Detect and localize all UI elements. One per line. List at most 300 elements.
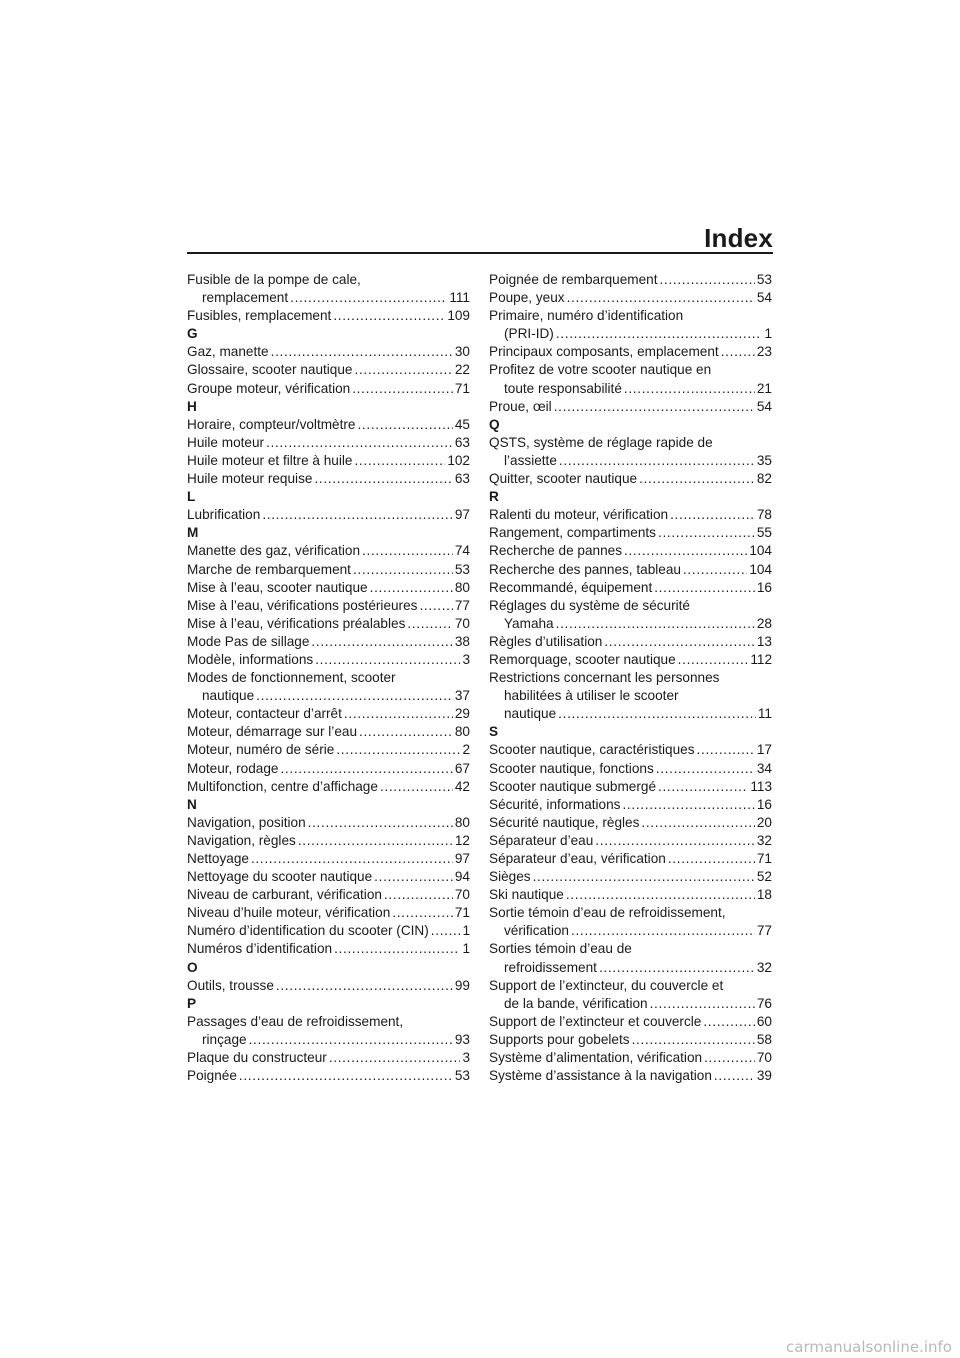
leader-dots bbox=[658, 524, 755, 542]
index-entry bbox=[489, 940, 772, 976]
leader-dots bbox=[334, 940, 460, 958]
index-entry-text: Lubrification bbox=[187, 507, 261, 523]
index-entry bbox=[489, 796, 772, 814]
index-page-number: 82 bbox=[756, 471, 772, 487]
leader-dots bbox=[566, 886, 755, 904]
index-entry-text: Ski nautique bbox=[489, 887, 564, 903]
index-page-number: 13 bbox=[756, 633, 772, 649]
leader-dots bbox=[670, 506, 755, 524]
leader-dots bbox=[308, 814, 453, 832]
index-entry-text: Supports pour gobelets bbox=[489, 1031, 630, 1047]
index-entry-text: Sorties témoin d’eau de bbox=[489, 941, 632, 957]
index-page-number: 28 bbox=[756, 615, 772, 631]
index-page-number: 29 bbox=[454, 706, 470, 722]
index-entry-line bbox=[187, 579, 470, 597]
index-entry bbox=[489, 361, 772, 397]
index-entry-line bbox=[187, 922, 470, 940]
index-entry-text: Moteur, numéro de série bbox=[187, 742, 335, 758]
leader-dots bbox=[650, 995, 755, 1013]
index-entry-text: Fusible de la pompe de cale, bbox=[187, 272, 361, 287]
index-entry-text: Huile moteur et filtre à huile bbox=[187, 452, 353, 468]
index-entry-line bbox=[489, 524, 772, 542]
index-entry-line bbox=[489, 506, 772, 524]
index-entry bbox=[187, 579, 470, 597]
leader-dots bbox=[359, 723, 453, 741]
leader-dots bbox=[298, 832, 453, 850]
index-entry-line bbox=[489, 796, 772, 814]
leader-dots bbox=[721, 343, 755, 361]
leader-dots bbox=[262, 506, 453, 524]
index-entry-line bbox=[187, 904, 470, 922]
index-entry-text: habilitées à utiliser le scooter bbox=[504, 688, 679, 704]
leader-dots bbox=[354, 452, 445, 470]
index-entry-line bbox=[489, 778, 772, 796]
index-entry-text: Multifonction, centre d’affichage bbox=[187, 778, 378, 794]
leader-dots bbox=[683, 561, 747, 579]
index-entry bbox=[187, 416, 470, 434]
index-page-number: 34 bbox=[756, 760, 772, 776]
index-entry bbox=[187, 669, 470, 705]
leader-dots bbox=[624, 380, 755, 398]
index-entry-line bbox=[187, 289, 470, 307]
index-entry-text: Niveau de carburant, vérification bbox=[187, 887, 382, 903]
index-entry-line bbox=[489, 940, 772, 958]
index-entry-line bbox=[187, 307, 470, 325]
title-rule bbox=[187, 252, 773, 254]
index-section-letter: P bbox=[187, 995, 197, 1011]
index-entry bbox=[187, 1049, 470, 1067]
index-page-number: 3 bbox=[462, 651, 470, 667]
index-entry-text: Outils, trousse bbox=[187, 977, 274, 993]
index-page-number: 54 bbox=[756, 290, 772, 306]
index-page-number: 45 bbox=[454, 416, 470, 432]
index-entry-line bbox=[489, 343, 772, 361]
index-page-number: 77 bbox=[756, 923, 772, 939]
index-entry bbox=[489, 561, 772, 579]
index-page-number: 12 bbox=[454, 832, 470, 848]
leader-dots bbox=[315, 651, 460, 669]
index-entry bbox=[489, 398, 772, 416]
index-entry bbox=[187, 434, 470, 452]
index-page-number: 1 bbox=[462, 941, 470, 957]
index-entry-line bbox=[489, 814, 772, 832]
index-entry-line bbox=[187, 561, 470, 579]
index-entry-line bbox=[489, 995, 772, 1013]
index-entry bbox=[489, 307, 772, 343]
index-page-number: 93 bbox=[454, 1031, 470, 1047]
leader-dots bbox=[556, 325, 763, 343]
index-entry-text: Niveau d’huile moteur, vérification bbox=[187, 905, 391, 921]
index-entry-line bbox=[489, 597, 772, 615]
index-entry-line bbox=[489, 452, 772, 470]
leader-dots bbox=[249, 1031, 453, 1049]
index-entry-text: Navigation, règles bbox=[187, 832, 296, 848]
index-entry-line bbox=[187, 1049, 470, 1067]
index-page-number: 21 bbox=[756, 380, 772, 396]
index-section-letter: O bbox=[187, 959, 198, 975]
index-entry-text: Règles d’utilisation bbox=[489, 633, 603, 649]
index-entry-text: Séparateur d’eau bbox=[489, 832, 594, 848]
index-entry-text: Manette des gaz, vérification bbox=[187, 543, 361, 559]
index-entry-line bbox=[187, 778, 470, 796]
index-entry bbox=[187, 380, 470, 398]
index-page-number: 55 bbox=[756, 525, 772, 541]
leader-dots bbox=[352, 380, 453, 398]
index-entry bbox=[489, 542, 772, 560]
index-entry-line bbox=[489, 615, 772, 633]
index-entry-text: Poignée bbox=[187, 1068, 237, 1084]
index-entry bbox=[489, 1067, 772, 1085]
index-entry-line bbox=[489, 561, 772, 579]
index-entry-line bbox=[489, 922, 772, 940]
index-page-number: 53 bbox=[454, 561, 470, 577]
index-entry-line bbox=[187, 687, 470, 705]
index-entry-text: Scooter nautique, caractéristiques bbox=[489, 742, 695, 758]
index-entry-text: Primaire, numéro d’identification bbox=[489, 308, 684, 324]
index-entry-line bbox=[489, 470, 772, 488]
index-entry bbox=[187, 615, 470, 633]
watermark: carmanualsonline.info bbox=[786, 1338, 952, 1356]
index-entry bbox=[187, 470, 470, 488]
index-entry bbox=[187, 705, 470, 723]
index-entry-text: Recommandé, équipement bbox=[489, 579, 653, 595]
index-page-number: 30 bbox=[454, 344, 470, 360]
index-entry bbox=[187, 778, 470, 796]
index-entry-text: Moteur, démarrage sur l’eau bbox=[187, 724, 358, 740]
index-entry-text: Yamaha bbox=[504, 615, 554, 631]
index-entry-text: Huile moteur requise bbox=[187, 471, 313, 487]
index-page-number: 80 bbox=[454, 814, 470, 830]
index-entry-text: Séparateur d’eau, vérification bbox=[489, 851, 666, 866]
index-entry-text: Sortie témoin d’eau de refroidissement, bbox=[489, 905, 726, 921]
index-entry-text: rinçage bbox=[202, 1031, 247, 1047]
index-page-number: 16 bbox=[756, 796, 772, 812]
index-page-number: 97 bbox=[454, 507, 470, 523]
index-entry-text: Scooter nautique submergé bbox=[489, 778, 657, 794]
index-entry-text: Mise à l’eau, scooter nautique bbox=[187, 579, 368, 595]
leader-dots bbox=[380, 778, 453, 796]
index-section-letter: S bbox=[489, 724, 499, 740]
leader-dots bbox=[354, 361, 452, 379]
index-entry bbox=[187, 977, 470, 995]
leader-dots bbox=[654, 579, 755, 597]
index-entry bbox=[489, 1049, 772, 1067]
leader-dots bbox=[658, 778, 748, 796]
index-page-number: 53 bbox=[756, 272, 772, 287]
index-page-number: 23 bbox=[756, 344, 772, 360]
leader-dots bbox=[567, 289, 755, 307]
index-page-number: 94 bbox=[454, 869, 470, 885]
index-entry-line bbox=[489, 1013, 772, 1031]
index-entry-line bbox=[187, 633, 470, 651]
leader-dots bbox=[599, 959, 755, 977]
index-page-number: 32 bbox=[756, 959, 772, 975]
index-entry-line bbox=[187, 741, 470, 759]
index-page-number: 18 bbox=[756, 887, 772, 903]
index-page-number: 76 bbox=[756, 995, 772, 1011]
index-entry bbox=[489, 524, 772, 542]
index-entry bbox=[187, 904, 470, 922]
index-page-number: 16 bbox=[756, 579, 772, 595]
index-entry bbox=[489, 778, 772, 796]
index-entry-text: (PRI-ID) bbox=[504, 326, 554, 342]
index-page-number: 112 bbox=[750, 651, 772, 667]
index-entry-text: Ralenti du moteur, vérification bbox=[489, 507, 669, 523]
index-entry bbox=[489, 633, 772, 651]
index-page-number: 70 bbox=[454, 887, 470, 903]
leader-dots bbox=[624, 542, 747, 560]
index-entry bbox=[187, 814, 470, 832]
index-page-number: 77 bbox=[454, 597, 470, 613]
index-entry bbox=[187, 343, 470, 361]
index-entry-text: Numéros d’identification bbox=[187, 941, 333, 957]
index-entry-line bbox=[187, 597, 470, 615]
index-entry-text: Recherche des pannes, tableau bbox=[489, 561, 681, 577]
leader-dots bbox=[256, 687, 453, 705]
index-section-letter: Q bbox=[489, 416, 500, 432]
index-entry-line bbox=[489, 669, 772, 687]
index-entry-line bbox=[187, 760, 470, 778]
index-entry bbox=[489, 868, 772, 886]
leader-dots bbox=[384, 886, 453, 904]
index-entry bbox=[489, 470, 772, 488]
index-entry-text: Passages d’eau de refroidissement, bbox=[187, 1013, 404, 1029]
leader-dots bbox=[556, 615, 755, 633]
index-entry bbox=[187, 850, 470, 868]
index-entry-text: Nettoyage bbox=[187, 851, 249, 866]
leader-dots bbox=[336, 741, 460, 759]
index-entry-line bbox=[187, 271, 470, 289]
leader-dots bbox=[622, 796, 754, 814]
index-entry-line bbox=[489, 289, 772, 307]
index-page-number: 52 bbox=[756, 869, 772, 885]
index-page-number: 35 bbox=[756, 452, 772, 468]
index-page-number: 111 bbox=[449, 290, 470, 306]
index-entry bbox=[187, 361, 470, 379]
index-entry-text: remplacement bbox=[202, 290, 289, 306]
index-entry-line bbox=[489, 959, 772, 977]
index-page-number: 22 bbox=[454, 362, 470, 378]
index-page-number: 71 bbox=[756, 851, 772, 866]
index-entry bbox=[187, 542, 470, 560]
index-entry-text: Navigation, position bbox=[187, 814, 306, 830]
index-entry-line bbox=[489, 651, 772, 669]
index-page-number: 99 bbox=[454, 977, 470, 993]
index-entry-text: Modes de fonctionnement, scooter bbox=[187, 670, 396, 686]
leader-dots bbox=[290, 289, 447, 307]
index-entry bbox=[187, 868, 470, 886]
index-entry-line bbox=[489, 741, 772, 759]
index-entry bbox=[489, 741, 772, 759]
leader-dots bbox=[344, 705, 453, 723]
leader-dots bbox=[668, 850, 755, 868]
index-page-number: 3 bbox=[462, 1050, 470, 1066]
index-entry-line bbox=[489, 398, 772, 416]
index-entry-line bbox=[489, 687, 772, 705]
index-entry-line bbox=[187, 977, 470, 995]
index-entry-line bbox=[187, 380, 470, 398]
index-entry-text: Sécurité, informations bbox=[489, 796, 621, 812]
leader-dots bbox=[419, 597, 452, 615]
leader-dots bbox=[703, 1013, 755, 1031]
index-page-number: 11 bbox=[757, 706, 772, 722]
index-entry bbox=[489, 814, 772, 832]
index-entry bbox=[489, 832, 772, 850]
index-page-number: 1 bbox=[462, 923, 470, 939]
index-entry bbox=[489, 651, 772, 669]
index-entry bbox=[187, 561, 470, 579]
leader-dots bbox=[554, 398, 755, 416]
index-entry bbox=[489, 886, 772, 904]
index-entry-text: Plaque du constructeur bbox=[187, 1050, 327, 1066]
index-entry-line bbox=[187, 1067, 470, 1085]
index-page-number: 109 bbox=[447, 308, 470, 324]
index-entry-line bbox=[489, 760, 772, 778]
index-entry-text: Fusibles, remplacement bbox=[187, 308, 332, 324]
leader-dots bbox=[280, 760, 452, 778]
index-entry bbox=[489, 434, 772, 470]
index-entry-text: Sièges bbox=[489, 869, 531, 885]
index-entry-text: Numéro d’identification du scooter (CIN) bbox=[187, 923, 429, 939]
leader-dots bbox=[271, 343, 453, 361]
leader-dots bbox=[697, 741, 755, 759]
index-entry-line bbox=[187, 850, 470, 868]
index-entry-text: Principaux composants, emplacement bbox=[489, 344, 719, 360]
index-entry bbox=[489, 760, 772, 778]
index-page-number: 70 bbox=[454, 615, 470, 631]
index-section-letter: G bbox=[187, 326, 198, 342]
index-entry bbox=[489, 669, 772, 723]
index-entry-text: Mise à l’eau, vérifications postérieures bbox=[187, 597, 418, 613]
index-entry-text: Marche de rembarquement bbox=[187, 561, 351, 577]
leader-dots bbox=[392, 904, 453, 922]
index-entry-text: Groupe moteur, vérification bbox=[187, 380, 351, 396]
index-page-number: 54 bbox=[756, 398, 772, 414]
leader-dots bbox=[374, 868, 453, 886]
index-entry-text: Poignée de rembarquement bbox=[489, 272, 658, 287]
index-column-right bbox=[489, 271, 772, 1085]
index-entry bbox=[187, 307, 470, 325]
leader-dots bbox=[353, 561, 453, 579]
index-section-letter: L bbox=[187, 489, 196, 505]
index-entry-line bbox=[187, 705, 470, 723]
leader-dots bbox=[276, 977, 453, 995]
leader-dots bbox=[641, 814, 754, 832]
leader-dots bbox=[431, 922, 461, 940]
index-entry-text: Restrictions concernant les personnes bbox=[489, 670, 720, 686]
index-entry-text: Profitez de votre scooter nautique en bbox=[489, 362, 712, 378]
index-entry-line bbox=[187, 434, 470, 452]
index-entry-text: nautique bbox=[202, 688, 255, 704]
index-entry-line bbox=[489, 850, 772, 868]
index-entry bbox=[187, 832, 470, 850]
index-entry-line bbox=[489, 886, 772, 904]
index-entry bbox=[489, 850, 772, 868]
index-entry-text: Réglages du système de sécurité bbox=[489, 597, 690, 613]
index-entry bbox=[187, 271, 470, 307]
index-page-number: 80 bbox=[454, 579, 470, 595]
index-page-number: 80 bbox=[454, 724, 470, 740]
index-entry-text: Mise à l’eau, vérifications préalables bbox=[187, 615, 406, 631]
leader-dots bbox=[266, 434, 453, 452]
index-entry-line bbox=[187, 615, 470, 633]
index-section-letter: R bbox=[489, 489, 499, 505]
index-entry-text: Recherche de pannes bbox=[489, 543, 623, 559]
index-entry-text: Sécurité nautique, règles bbox=[489, 814, 640, 830]
index-entry bbox=[187, 760, 470, 778]
index-page-number: 78 bbox=[756, 507, 772, 523]
index-entry bbox=[489, 1013, 772, 1031]
index-entry-line bbox=[489, 434, 772, 452]
index-entry bbox=[187, 922, 470, 940]
index-entry-line bbox=[187, 1031, 470, 1049]
index-page-number: 97 bbox=[454, 851, 470, 866]
index-page-number: 71 bbox=[454, 380, 470, 396]
index-entry-text: Système d’assistance à la navigation bbox=[489, 1068, 712, 1084]
index-page-number: 32 bbox=[756, 832, 772, 848]
leader-dots bbox=[533, 868, 755, 886]
index-entry-line bbox=[187, 343, 470, 361]
index-entry-line bbox=[187, 669, 470, 687]
index-entry-line bbox=[187, 506, 470, 524]
index-entry-line bbox=[489, 832, 772, 850]
index-page-number: 1 bbox=[764, 326, 772, 342]
leader-dots bbox=[362, 542, 453, 560]
index-entry-line bbox=[187, 868, 470, 886]
index-entry bbox=[489, 579, 772, 597]
index-page-number: 104 bbox=[749, 561, 772, 577]
index-page-number: 58 bbox=[756, 1031, 772, 1047]
index-entry-line bbox=[187, 1013, 470, 1031]
index-page-number: 2 bbox=[462, 742, 470, 758]
index-entry-line bbox=[187, 361, 470, 379]
index-page-number: 71 bbox=[454, 905, 470, 921]
index-entry-line bbox=[187, 940, 470, 958]
index-entry-text: toute responsabilité bbox=[504, 380, 622, 396]
index-entry bbox=[489, 904, 772, 940]
index-entry-line bbox=[187, 886, 470, 904]
index-page-number: 60 bbox=[756, 1013, 772, 1029]
index-entry-line bbox=[489, 579, 772, 597]
index-entry-line bbox=[187, 723, 470, 741]
index-section-letter: H bbox=[187, 398, 197, 414]
index-entry-text: Gaz, manette bbox=[187, 344, 269, 360]
index-page-number: 104 bbox=[749, 543, 772, 559]
index-entry bbox=[187, 723, 470, 741]
leader-dots bbox=[251, 850, 453, 868]
index-entry-text: Remorquage, scooter nautique bbox=[489, 651, 676, 667]
index-entry-text: Proue, œil bbox=[489, 398, 552, 414]
index-entry-line bbox=[489, 307, 772, 325]
index-entry bbox=[489, 977, 772, 1013]
index-page-number: 102 bbox=[447, 452, 470, 468]
index-page-number: 63 bbox=[454, 434, 470, 450]
index-entry-line bbox=[489, 977, 772, 995]
index-entry-text: Glossaire, scooter nautique bbox=[187, 362, 353, 378]
index-entry bbox=[187, 597, 470, 615]
leader-dots bbox=[678, 651, 749, 669]
index-entry-text: refroidissement bbox=[504, 959, 597, 975]
index-entry bbox=[187, 452, 470, 470]
index-entry-line bbox=[489, 904, 772, 922]
index-entry-text: Scooter nautique, fonctions bbox=[489, 760, 654, 776]
index-entry bbox=[489, 506, 772, 524]
index-entry-text: Support de l’extincteur, du couvercle et bbox=[489, 977, 724, 993]
index-entry bbox=[187, 506, 470, 524]
index-entry-text: nautique bbox=[504, 706, 557, 722]
leader-dots bbox=[714, 1067, 755, 1085]
index-page-number: 74 bbox=[454, 543, 470, 559]
